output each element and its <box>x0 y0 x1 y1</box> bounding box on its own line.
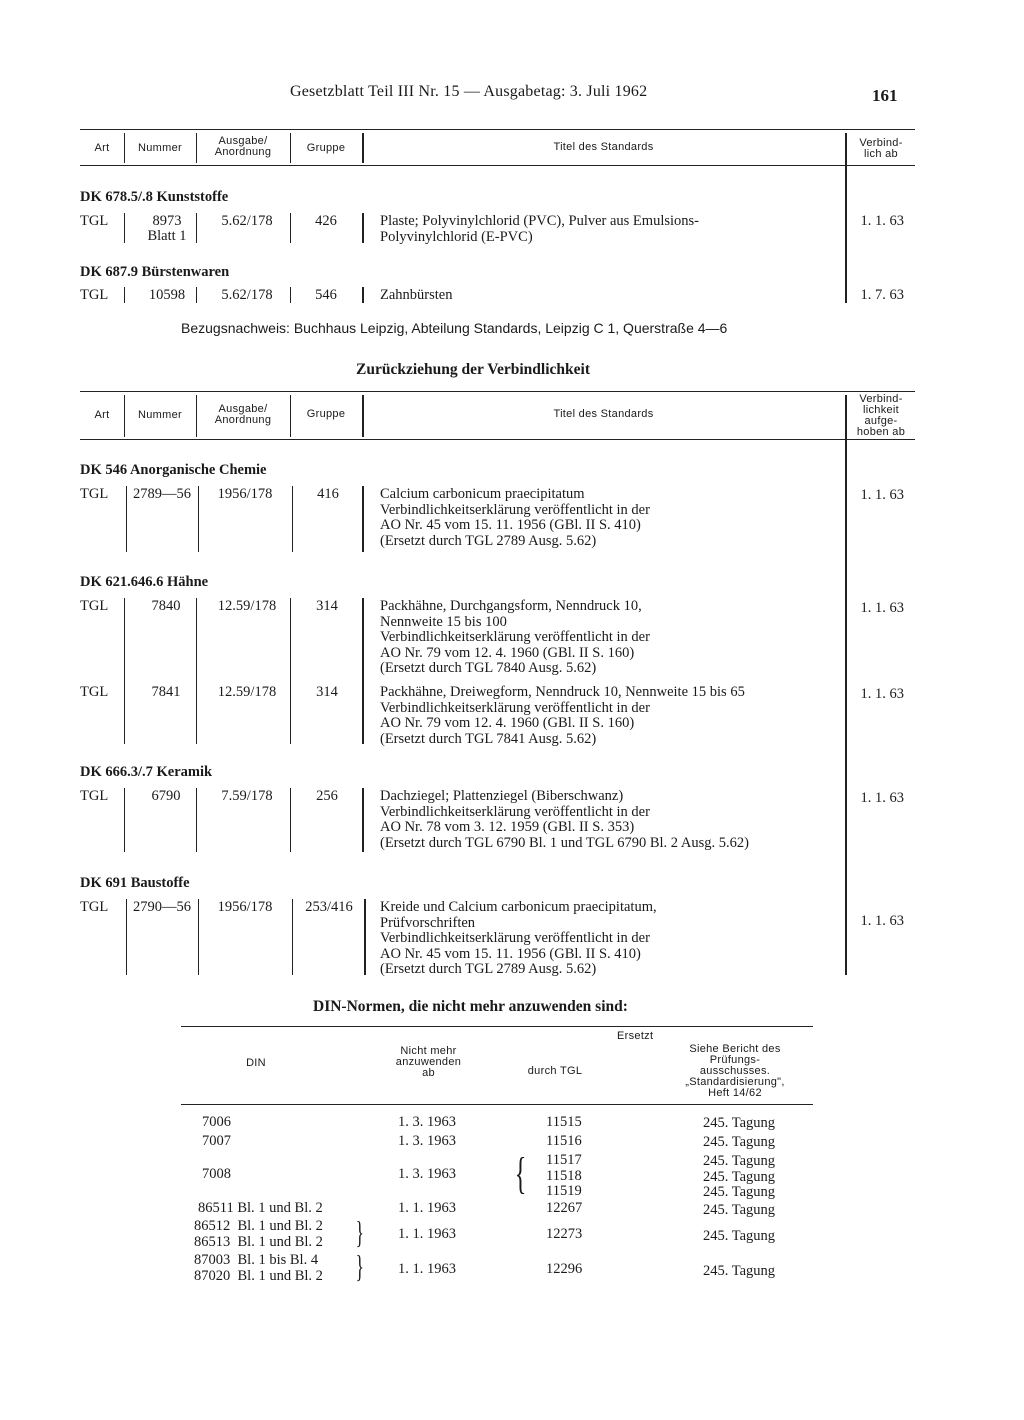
cell-verbindlich: 1. 1. 63 <box>860 487 904 503</box>
durch-tgl-col-header: durch TGL <box>527 1065 583 1077</box>
cell-art: TGL <box>80 598 109 614</box>
din-number: 87003 Bl. 1 bis Bl. 4 87020 Bl. 1 und Bl. 2 <box>194 1252 323 1284</box>
cell-nummer: 2790—56 <box>133 899 191 915</box>
section-heading: DK 687.9 Bürstenwaren <box>80 264 230 280</box>
cell-verbindlich: 1. 1. 63 <box>860 213 904 229</box>
tagung: 245. Tagung <box>703 1134 776 1150</box>
din-date: 1. 1. 1963 <box>398 1200 456 1216</box>
din-number: 86511 Bl. 1 und Bl. 2 <box>198 1200 323 1216</box>
section-heading: DK 691 Baustoffe <box>80 875 190 891</box>
cell-ausgabe: 5.62/178 <box>221 213 273 229</box>
cell-verbindlich: 1. 1. 63 <box>860 790 904 806</box>
cell-titel: Dachziegel; Plattenziegel (Biberschwanz) Verbindlichkeitserklärung veröffentlicht in der AO Nr. 78 vom 3. 12. 1959 (GBl. II S. 353) (Ersetzt durch TGL 6790 Bl. 1 und TGL 6790 Bl. 2 Ausg. 5.62) <box>380 788 749 851</box>
col-header-verbindlich: Verbind- lichkeit aufge- hoben ab <box>856 393 906 438</box>
tagung: 245. Tagung 245. Tagung 245. Tagung <box>703 1153 776 1200</box>
cell-gruppe: 256 <box>316 788 338 804</box>
cell-ausgabe: 1956/178 <box>217 899 273 915</box>
tagung: 245. Tagung <box>703 1263 776 1279</box>
brace-icon: { <box>514 1149 527 1198</box>
cell-gruppe: 546 <box>315 287 337 303</box>
cell-titel: Zahnbürsten <box>380 287 453 303</box>
cell-nummer: 7840 <box>151 598 181 614</box>
col-header-gruppe: Gruppe <box>306 142 346 154</box>
col-header-verbindlich: Verbind- lich ab <box>859 137 903 160</box>
cell-ausgabe: 7.59/178 <box>221 788 273 804</box>
tgl-number: 12296 <box>546 1261 583 1277</box>
tagung: 245. Tagung <box>703 1202 776 1218</box>
cell-titel: Calcium carbonicum praecipitatum Verbindlichkeitserklärung veröffentlicht in der AO Nr. 45 vom 15. 11. 1956 (GBl. II S. 410) (Ersetzt durch TGL 2789 Ausg. 5.62) <box>380 486 650 549</box>
cell-gruppe: 314 <box>316 684 338 700</box>
nicht-mehr-col-header: Nicht mehr anzuwenden ab <box>395 1045 462 1079</box>
cell-gruppe: 426 <box>315 213 337 229</box>
din-date: 1. 1. 1963 <box>398 1226 456 1242</box>
section-heading: DK 621.646.6 Hähne <box>80 574 209 590</box>
ersetzt-col-header: Ersetzt <box>617 1030 654 1042</box>
col-header-ausgabe: Ausgabe/ Anordnung <box>214 403 272 426</box>
cell-titel: Plaste; Polyvinylchlorid (PVC), Pulver aus Emulsions- Polyvinylchlorid (E-PVC) <box>380 213 699 245</box>
cell-ausgabe: 12.59/178 <box>217 684 277 700</box>
tagung: 245. Tagung <box>703 1228 776 1244</box>
din-col-header: DIN <box>246 1057 266 1069</box>
col-header-titel: Titel des Standards <box>553 408 654 420</box>
col-header-gruppe: Gruppe <box>306 408 346 420</box>
cell-verbindlich: 1. 1. 63 <box>860 600 904 616</box>
bezugsnachweis: Bezugsnachweis: Buchhaus Leipzig, Abteilung Standards, Leipzig C 1, Querstraße 4—6 <box>181 320 728 336</box>
section-title: Zurückziehung der Verbindlichkeit <box>356 361 590 378</box>
section-heading: DK 678.5/.8 Kunststoffe <box>80 189 229 205</box>
tgl-number: 11516 <box>546 1133 582 1149</box>
cell-verbindlich: 1. 1. 63 <box>860 913 904 929</box>
tgl-number: 11517 11518 11519 <box>546 1152 582 1199</box>
cell-gruppe: 314 <box>316 598 338 614</box>
col-header-nummer: Nummer <box>138 409 182 421</box>
col-header-nummer: Nummer <box>138 142 182 154</box>
tgl-number: 12267 <box>546 1200 583 1216</box>
cell-nummer: 7841 <box>151 684 181 700</box>
section-heading: DK 546 Anorganische Chemie <box>80 462 267 478</box>
col-header-art: Art <box>94 142 110 154</box>
section-heading: DK 666.3/.7 Keramik <box>80 764 213 780</box>
din-number: 7006 <box>202 1114 231 1130</box>
col-header-art: Art <box>94 409 110 421</box>
cell-nummer: 6790 <box>151 788 181 804</box>
tgl-number: 12273 <box>546 1226 583 1242</box>
cell-art: TGL <box>80 486 109 502</box>
cell-nummer: 2789—56 <box>133 486 191 502</box>
cell-ausgabe: 12.59/178 <box>217 598 277 614</box>
page-number: 161 <box>872 86 898 105</box>
cell-ausgabe: 5.62/178 <box>221 287 273 303</box>
cell-art: TGL <box>80 684 109 700</box>
din-date: 1. 1. 1963 <box>398 1261 456 1277</box>
din-number: 7008 <box>202 1166 231 1182</box>
cell-nummer: 10598 <box>148 287 186 303</box>
siehe-col-header: Siehe Bericht des Prüfungs- ausschusses. „Standardisierung", Heft 14/62 <box>685 1043 785 1099</box>
tgl-number: 11515 <box>546 1114 582 1130</box>
brace-icon: } <box>355 1248 364 1284</box>
cell-art: TGL <box>80 788 109 804</box>
cell-titel: Packhähne, Dreiwegform, Nenndruck 10, Nennweite 15 bis 65 Verbindlichkeitserklärung veröffentlicht in der AO Nr. 79 vom 12. 4. 1960 (GBl. II S. 160) (Ersetzt durch TGL 7841 Ausg. 5.62) <box>380 684 745 747</box>
din-date: 1. 3. 1963 <box>398 1133 456 1149</box>
cell-titel: Kreide und Calcium carbonicum praecipitatum, Prüfvorschriften Verbindlichkeitserklärung veröffentlicht in der AO Nr. 45 vom 15. 11. 1956 (GBl. II S. 410) (Ersetzt durch TGL 2789 Ausg. 5.62) <box>380 899 657 977</box>
din-date: 1. 3. 1963 <box>398 1166 456 1182</box>
cell-nummer: 8973 <box>152 213 182 229</box>
cell-verbindlich: 1. 7. 63 <box>860 287 904 303</box>
cell-gruppe: 253/416 <box>305 899 353 915</box>
cell-nummer-blatt: Blatt 1 <box>147 228 187 244</box>
cell-art: TGL <box>80 899 109 915</box>
tagung: 245. Tagung <box>703 1115 776 1131</box>
din-number: 86512 Bl. 1 und Bl. 2 86513 Bl. 1 und Bl. 2 <box>194 1218 323 1250</box>
running-title: Gesetzblatt Teil III Nr. 15 — Ausgabetag: 3. Juli 1962 <box>290 83 648 100</box>
cell-gruppe: 416 <box>317 486 339 502</box>
cell-titel: Packhähne, Durchgangsform, Nenndruck 10, Nennweite 15 bis 100 Verbindlichkeitserklärung veröffentlicht in der AO Nr. 79 vom 12. 4. 1960 (GBl. II S. 160) (Ersetzt durch TGL 7840 Ausg. 5.62) <box>380 598 650 676</box>
cell-art: TGL <box>80 213 109 229</box>
din-number: 7007 <box>202 1133 231 1149</box>
cell-verbindlich: 1. 1. 63 <box>860 686 904 702</box>
cell-art: TGL <box>80 287 109 303</box>
din-date: 1. 3. 1963 <box>398 1114 456 1130</box>
brace-icon: } <box>355 1214 364 1250</box>
din-title: DIN-Normen, die nicht mehr anzuwenden sind: <box>313 998 628 1015</box>
cell-ausgabe: 1956/178 <box>217 486 273 502</box>
col-header-ausgabe: Ausgabe/ Anordnung <box>214 135 272 158</box>
col-header-titel: Titel des Standards <box>553 141 654 153</box>
